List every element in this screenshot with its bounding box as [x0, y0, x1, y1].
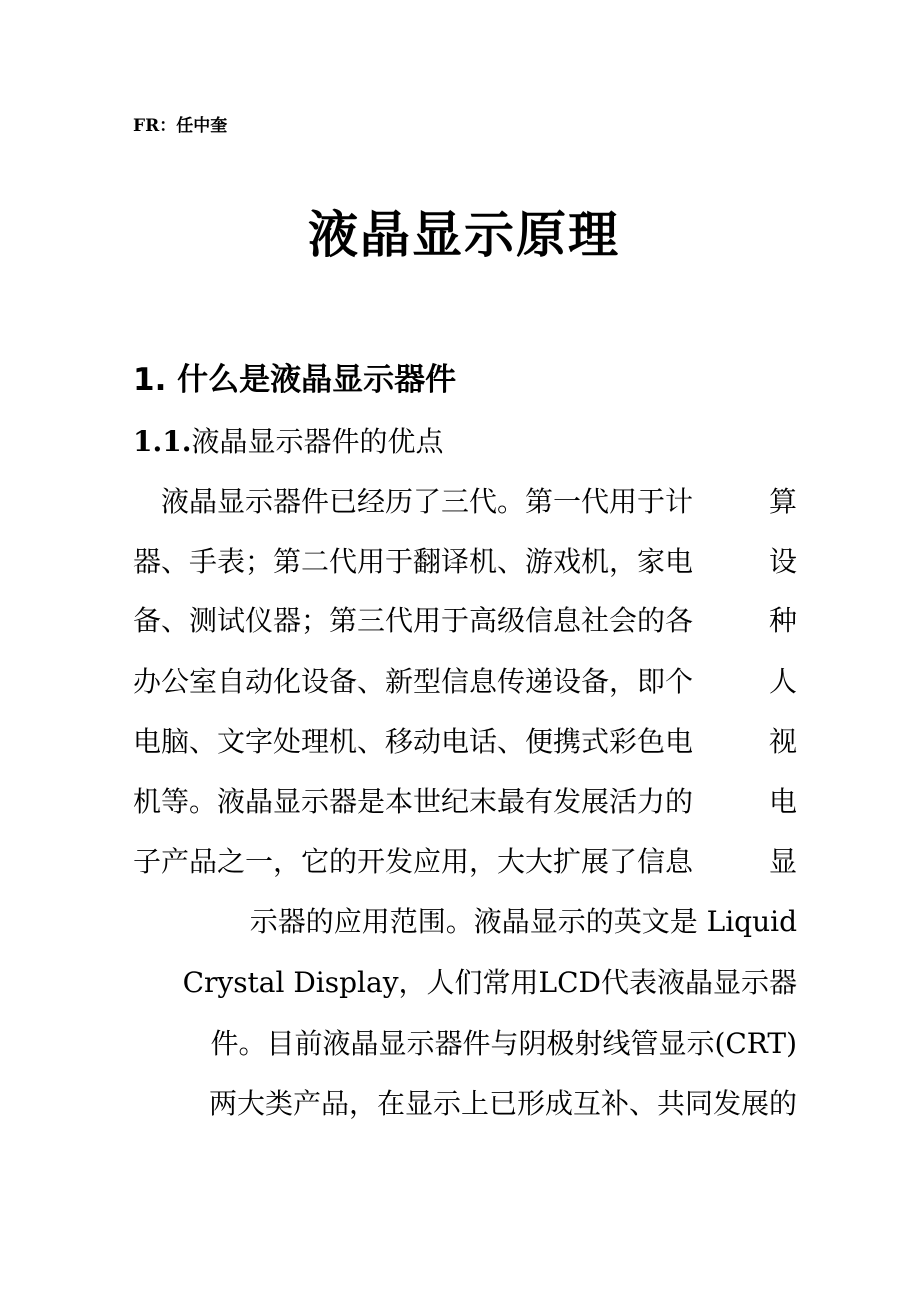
line-tail-char: 显 [768, 845, 797, 878]
line-tail-char: 人 [768, 665, 797, 698]
line-text: 备、测试仪器；第三代用于高级信息社会的各 [133, 604, 694, 637]
line-tail-char: 算 [768, 485, 797, 518]
line-text: 子产品之一，它的开发应用，大大扩展了信息 [133, 845, 694, 878]
section-title: 液晶显示器件的优点 [191, 425, 444, 458]
line-tail-char: 种 [768, 604, 797, 637]
line-text: 电脑、文字处理机、移动电话、便携式彩色电 [133, 725, 694, 758]
paragraph-line: 示器的应用范围。液晶显示的英文是 Liquid [249, 905, 797, 938]
paragraph-line: 件。目前液晶显示器件与阴极射线管显示(CRT) [210, 1027, 797, 1060]
paragraph-line [133, 540, 797, 584]
document-title: 液晶显示原理 [308, 206, 620, 264]
line-text: 机等。液晶显示器是本世纪末最有发展活力的 [133, 785, 694, 818]
paragraph-line [133, 780, 797, 824]
line-text: 液晶显示器件已经历了三代。第一代用于计 [133, 485, 694, 518]
section-number: 1.1. [133, 425, 192, 458]
line-text: 器、手表；第二代用于翻译机、游戏机，家电 [133, 545, 694, 578]
line-tail-char: 视 [768, 725, 797, 758]
line-tail-char: 电 [768, 785, 797, 818]
paragraph-line [133, 599, 797, 643]
paragraph-line [133, 480, 797, 524]
line-text: 办公室自动化设备、新型信息传递设备，即个 [133, 665, 694, 698]
paragraph-line [133, 660, 797, 704]
paragraph-line [133, 720, 797, 764]
paragraph-line: Crystal Display，人们常用LCD代表液晶显示器 [182, 966, 797, 999]
section-heading-1-1 [133, 420, 443, 464]
paragraph-line [133, 840, 797, 884]
paragraph-line: 两大类产品，在显示上已形成互补、共同发展的 [208, 1087, 797, 1120]
author-line: FR：任中奎 [133, 116, 228, 136]
line-tail-char: 设 [768, 545, 797, 578]
section-heading-1: 1. 什么是液晶显示器件 [133, 362, 457, 398]
